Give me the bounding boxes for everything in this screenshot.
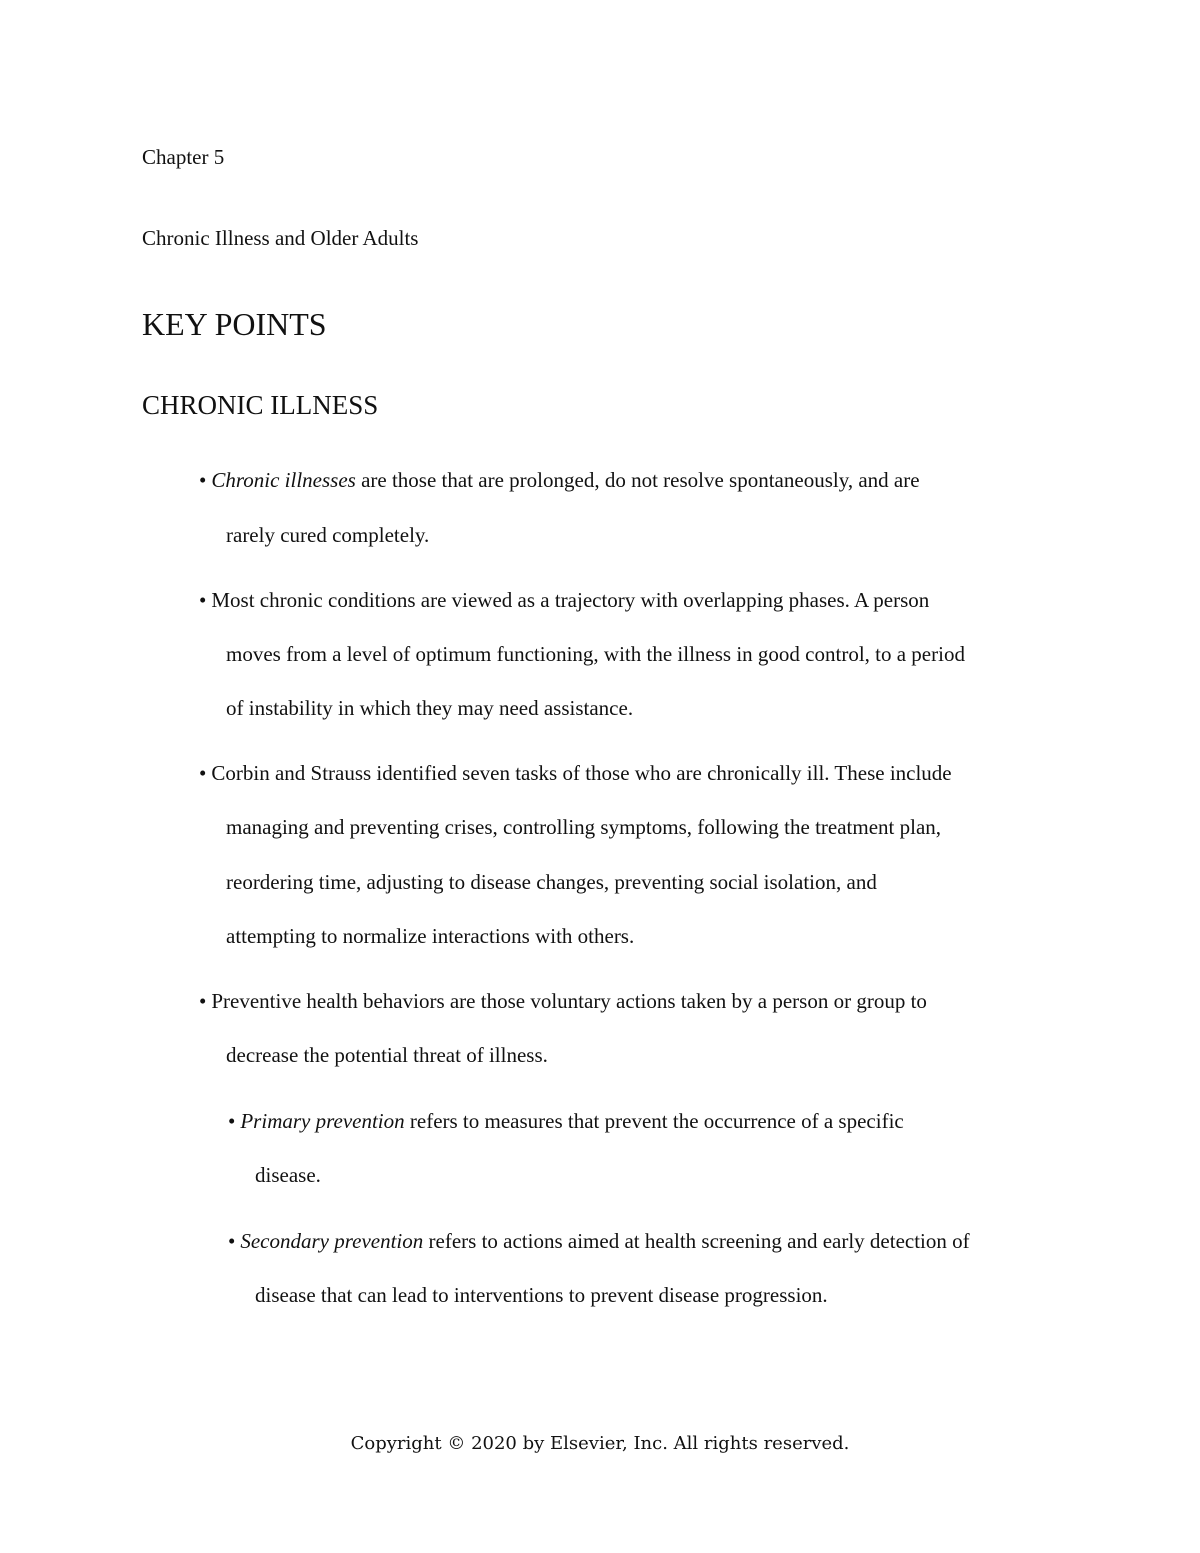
bullet-1-line-1 bbox=[199, 466, 920, 494]
bullet-marker: • bbox=[228, 1229, 236, 1253]
bullet-text: refers to measures that prevent the occurrence of a specific bbox=[404, 1109, 904, 1133]
chapter-title: Chronic Illness and Older Adults bbox=[142, 226, 419, 250]
sub-bullet-2-line-1 bbox=[228, 1227, 970, 1255]
bullet-marker: • bbox=[199, 989, 207, 1013]
term-primary-prevention: Primary prevention bbox=[240, 1109, 405, 1133]
term-chronic-illnesses: Chronic illnesses bbox=[211, 468, 356, 492]
bullet-marker: • bbox=[199, 761, 207, 785]
bullet-2-line-3: of instability in which they may need assistance. bbox=[226, 696, 634, 720]
bullet-3-line-3: reordering time, adjusting to disease changes, preventing social isolation, and bbox=[226, 870, 877, 894]
bullet-text: are those that are prolonged, do not resolve spontaneously, and are bbox=[355, 468, 920, 492]
bullet-2-line-2: moves from a level of optimum functioning, with the illness in good control, to a period bbox=[226, 642, 965, 666]
bullet-text: Corbin and Strauss identified seven tasks of those who are chronically ill. These include bbox=[211, 761, 952, 785]
bullet-marker: • bbox=[228, 1109, 236, 1133]
bullet-2-line-1 bbox=[199, 586, 929, 614]
bullet-4-line-1 bbox=[199, 987, 927, 1015]
bullet-3-line-2: managing and preventing crises, controlling symptoms, following the treatment plan, bbox=[226, 815, 942, 839]
bullet-text: Preventive health behaviors are those voluntary actions taken by a person or group to bbox=[211, 989, 927, 1013]
bullet-marker: • bbox=[199, 588, 207, 612]
sub-bullet-1-line-1 bbox=[228, 1107, 904, 1135]
section-heading: CHRONIC ILLNESS bbox=[142, 390, 379, 420]
bullet-text: Most chronic conditions are viewed as a trajectory with overlapping phases. A person bbox=[211, 588, 930, 612]
sub-bullet-1-line-2: disease. bbox=[255, 1163, 321, 1187]
chapter-number: Chapter 5 bbox=[142, 145, 225, 169]
sub-bullet-2-line-2: disease that can lead to interventions to prevent disease progression. bbox=[255, 1283, 828, 1307]
key-points-heading: KEY POINTS bbox=[142, 306, 327, 342]
bullet-1-line-2: rarely cured completely. bbox=[226, 523, 430, 547]
bullet-marker: • bbox=[199, 468, 207, 492]
bullet-text: refers to actions aimed at health screening and early detection of bbox=[423, 1229, 970, 1253]
term-secondary-prevention: Secondary prevention bbox=[240, 1229, 424, 1253]
bullet-3-line-4: attempting to normalize interactions with others. bbox=[226, 924, 635, 948]
copyright-footer: Copyright © 2020 by Elsevier, Inc. All rights reserved. bbox=[350, 1433, 850, 1454]
bullet-4-line-2: decrease the potential threat of illness. bbox=[226, 1043, 548, 1067]
bullet-3-line-1 bbox=[199, 759, 952, 787]
